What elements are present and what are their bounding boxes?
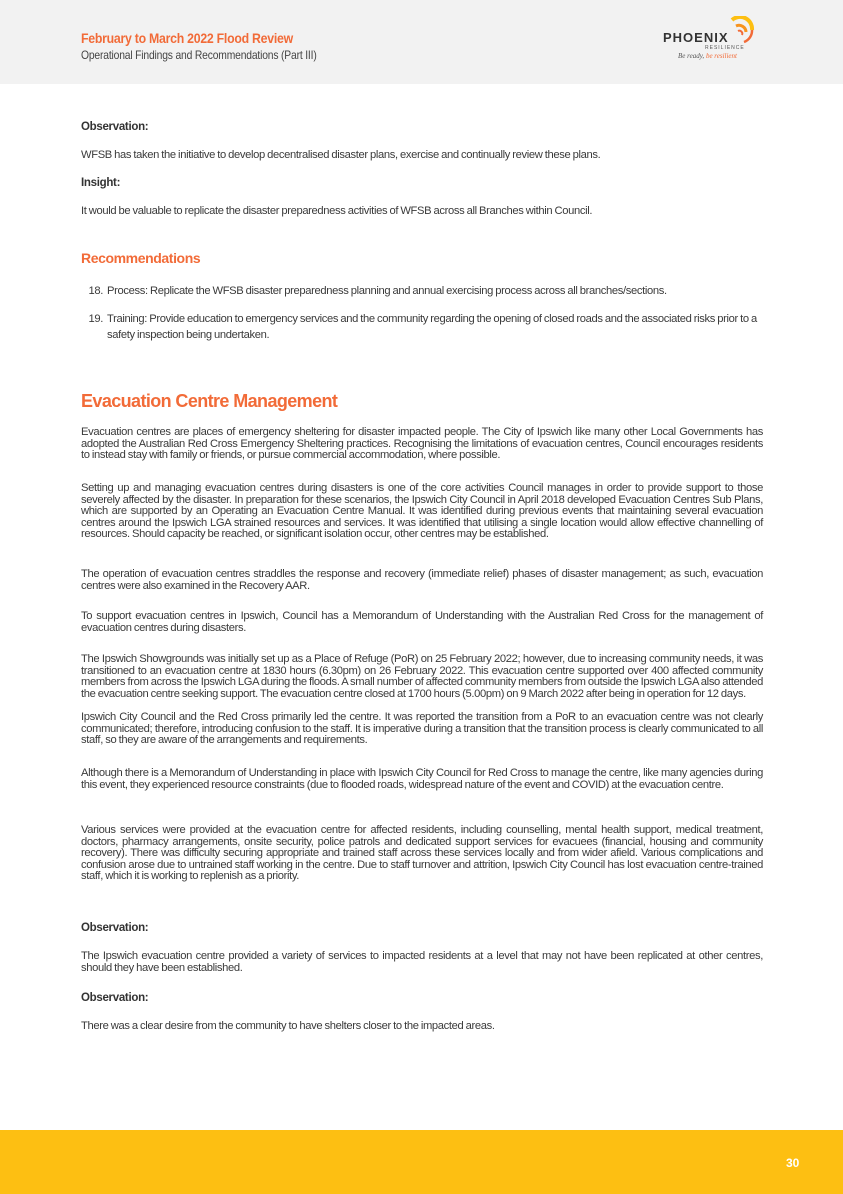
paragraph: Ipswich City Council and the Red Cross primarily led the centre. It was reported the transition from a PoR to an evacuation centre was not clearly communicated; therefore, introducing confusion to the staff. It is imperative during a transition that the transition process is clearly communicated to all staff, so they are aware of the arrangements and requirements. [81, 711, 763, 747]
paragraph: Various services were provided at the evacuation centre for affected residents, including counselling, mental health support, medical treatment, doctors, pharmacy arrangements, onsite security, police patrols and dedicated support services for evacuees (financial, housing and community recovery). There was difficulty securing appropriate and trained staff across these services locally and from wider afield. Various complications and confusion arose due to untrained staff working in the centre. Due to staff turnover and attrition, Ipswich City Council has lost evacuation centre-trained staff, which it is working to replenish as a priority. [81, 824, 763, 883]
observation-text: The Ipswich evacuation centre provided a variety of services to impacted residents at a level that may not have been replicated at other centres, should they have been established. [81, 950, 763, 974]
insight-text: It would be valuable to replicate the disaster preparedness activities of WFSB across all Branches within Council. [81, 205, 593, 217]
document-subtitle: Operational Findings and Recommendations (Part III) [81, 48, 317, 62]
page-header [0, 0, 843, 84]
recommendation-number: 18. [88, 285, 103, 297]
observation-text: There was a clear desire from the community to have shelters closer to the impacted areas. [81, 1020, 495, 1032]
recommendation-number: 19. [88, 313, 103, 325]
recommendation-text: Training: Provide education to emergency services and the community regarding the opening of closed roads and the associated risks prior to a safety inspection being undertaken. [107, 313, 757, 341]
recommendation-item [81, 311, 763, 343]
paragraph: Although there is a Memorandum of Understanding in place with Ipswich City Council for Red Cross to manage the centre, like many agencies during this event, they experienced resource constraints (due to flooded roads, widespread nature of the event and COVID) at the evacuation centre. [81, 767, 763, 791]
paragraph: Evacuation centres are places of emergency sheltering for disaster impacted people. The City of Ipswich like many other Local Governments has adopted the Australian Red Cross Emergency Sheltering practices. Recognising the limitations of evacuation centres, Council encourages residents to instead stay with family or friends, or pursue commercial accommodation, where possible. [81, 426, 763, 462]
tagline-part-a: Be ready, [678, 52, 705, 60]
paragraph: Setting up and managing evacuation centres during disasters is one of the core activities Council manages in order to provide support to those severely affected by the disaster. In preparation for these scenarios, the Ipswich City Council in April 2018 developed Evacuation Centres Sub Plans, which are supported by an Operating an Evacuation Centre Manual. It was identified during previous events that maintaining several evacuation centres around the Ipswich LGA strained resources and services. It was identified that utilising a single location would allow effective channelling of resources. Should capacity be reached, or significant isolation occur, other centres may be established. [81, 482, 763, 541]
sun-arc-icon [726, 16, 756, 44]
observation-label: Observation: [81, 121, 149, 133]
recommendations-heading: Recommendations [81, 250, 201, 266]
recommendation-item [81, 286, 763, 298]
observation-label: Observation: [81, 922, 149, 934]
section-heading-evacuation: Evacuation Centre Management [81, 391, 338, 411]
observation-text: WFSB has taken the initiative to develop decentralised disaster plans, exercise and continually review these plans. [81, 149, 601, 161]
tagline-part-b: be resilient [704, 52, 737, 60]
paragraph: The operation of evacuation centres straddles the response and recovery (immediate relief) phases of disaster management; as such, evacuation centres were also examined in the Recovery AAR. [81, 568, 763, 592]
recommendation-text: Process: Replicate the WFSB disaster preparedness planning and annual exercising process across all branches/sections. [107, 285, 667, 297]
page-number: 30 [786, 1156, 800, 1170]
logo-subtext: RESILIENCE [705, 45, 745, 51]
logo-wordmark: PHOENIX [663, 30, 729, 45]
paragraph: To support evacuation centres in Ipswich, Council has a Memorandum of Understanding with the Australian Red Cross for the management of evacuation centres during disasters. [81, 610, 763, 634]
observation-label: Observation: [81, 992, 149, 1004]
logo-tagline [678, 52, 737, 60]
page-footer [0, 1130, 843, 1194]
document-title: February to March 2022 Flood Review [81, 30, 293, 46]
phoenix-resilience-logo [660, 16, 760, 66]
insight-label: Insight: [81, 177, 121, 189]
paragraph: The Ipswich Showgrounds was initially set up as a Place of Refuge (PoR) on 25 February 2022; however, due to increasing community needs, it was transitioned to an evacuation centre at 1830 hours (6.30pm) on 26 February 2022. This evacuation centre supported over 400 affected community members from across the Ipswich LGA during the floods. A small number of affected community members from outside the Ipswich LGA also attended the evacuation centre seeking support. The evacuation centre closed at 1700 hours (5.00pm) on 9 March 2022 after being in operation for 12 days. [81, 653, 763, 700]
